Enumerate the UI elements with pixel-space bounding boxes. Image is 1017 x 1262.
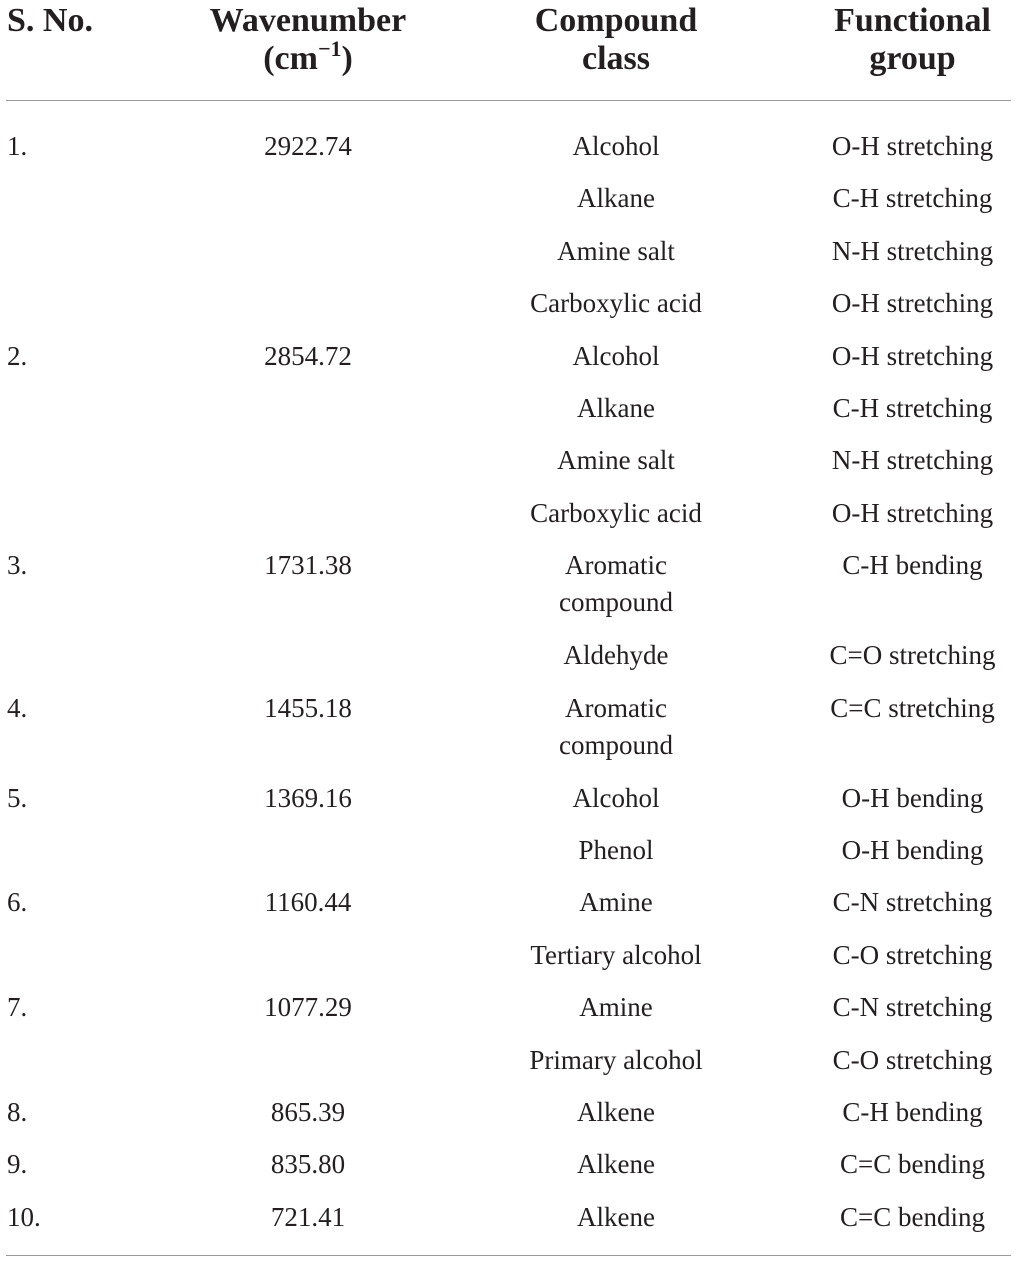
row-compound-class: Alkane [577, 183, 655, 214]
header-sno-label: S. No. [7, 2, 93, 39]
row-sno: 2. [7, 340, 28, 371]
row-wavenumber: 1455.18 [264, 692, 352, 723]
header-wavenumber-unit-open: (cm [263, 40, 318, 77]
header-functional-line1: Functional [834, 2, 991, 39]
row-compound-class: Alkane [577, 393, 655, 423]
row-functional-group: O-H stretching [831, 131, 994, 161]
row-compound-class: Amine salt [557, 445, 675, 476]
row-functional-group: C=C bending [840, 1201, 985, 1232]
row-wavenumber: 2854.72 [264, 340, 352, 371]
row-sno: 3. [7, 550, 28, 581]
row-wavenumber: 1160.44 [264, 887, 352, 918]
row-functional-group: C-H stretching [832, 183, 993, 214]
row-wavenumber: 865.39 [270, 1097, 346, 1127]
row-functional-group: O-H stretching [831, 340, 994, 371]
header-compound-line1: Compound [534, 2, 698, 39]
row-wavenumber: 835.80 [270, 1149, 346, 1180]
row-functional-group: C-N stretching [832, 992, 993, 1023]
row-functional-group: C=C stretching [830, 692, 995, 723]
row-functional-group: O-H bending [841, 835, 984, 865]
row-functional-group: C-H stretching [832, 393, 993, 423]
row-functional-group: N-H stretching [831, 235, 994, 266]
row-sno: 4. [7, 692, 28, 723]
row-compound-class: Carboxylic acid [530, 288, 702, 319]
row-wavenumber: 721.41 [270, 1201, 346, 1232]
row-compound-class: Phenol [578, 835, 654, 865]
row-functional-group: C=C bending [840, 1149, 985, 1180]
row-functional-group: C-N stretching [832, 887, 993, 918]
row-functional-group: O-H stretching [831, 497, 994, 528]
row-compound-class: Alcohol [572, 340, 660, 371]
header-wavenumber-unit-exponent: −1 [317, 36, 342, 61]
row-wavenumber: 2922.74 [264, 131, 352, 161]
row-compound-class: Alcohol [572, 782, 660, 813]
row-functional-group: C=O stretching [829, 640, 996, 671]
row-sno: 7. [7, 992, 28, 1023]
row-compound-class: Aromatic compound [559, 550, 673, 618]
header-wavenumber-unit-close: ) [341, 40, 353, 77]
row-sno: 6. [7, 887, 28, 918]
row-compound-class: Alcohol [572, 131, 660, 161]
row-functional-group: O-H bending [841, 782, 984, 813]
row-sno: 1. [7, 131, 28, 161]
table-bottom-rule [6, 1255, 1011, 1256]
row-functional-group: N-H stretching [831, 445, 994, 476]
row-functional-group: C-H bending [842, 550, 983, 581]
row-compound-class: Amine [579, 992, 653, 1023]
row-wavenumber: 1077.29 [264, 992, 352, 1023]
row-compound-class: Aromatic compound [559, 692, 673, 760]
row-wavenumber: 1731.38 [264, 550, 352, 581]
header-functional-line2: group [869, 40, 956, 77]
row-compound-class: Aldehyde [563, 640, 669, 671]
row-sno: 9. [7, 1149, 28, 1180]
row-sno: 10. [7, 1201, 41, 1232]
row-compound-class: Alkene [577, 1201, 655, 1232]
row-compound-class: Carboxylic acid [530, 497, 702, 528]
row-compound-class: Alkene [577, 1149, 655, 1180]
row-compound-class: Amine [579, 887, 653, 918]
row-compound-class: Tertiary alcohol [530, 939, 702, 970]
row-compound-class: Alkene [577, 1097, 655, 1127]
row-functional-group: C-H bending [842, 1097, 983, 1127]
row-compound-class: Primary alcohol [529, 1044, 703, 1075]
header-wavenumber-line1: Wavenumber [209, 2, 407, 39]
header-compound-line2: class [582, 40, 650, 77]
row-wavenumber: 1369.16 [264, 782, 352, 813]
row-functional-group: O-H stretching [831, 288, 994, 319]
row-sno: 5. [7, 782, 28, 813]
row-functional-group: C-O stretching [832, 939, 993, 970]
row-compound-class: Amine salt [557, 235, 675, 266]
row-functional-group: C-O stretching [832, 1044, 993, 1075]
row-sno: 8. [7, 1097, 28, 1127]
